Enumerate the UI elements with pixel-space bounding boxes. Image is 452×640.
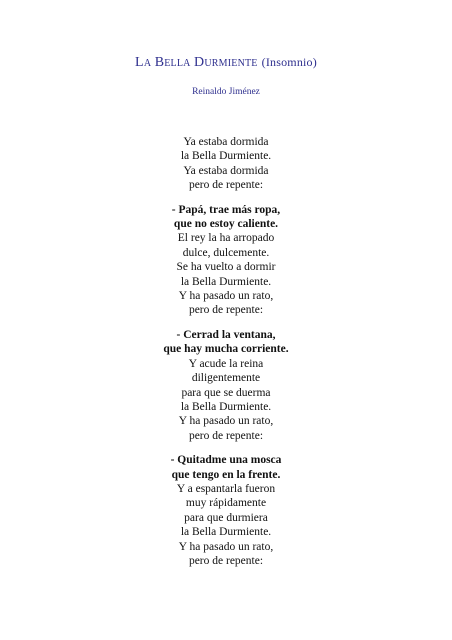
poem-line: Y ha pasado un rato,: [178, 415, 274, 428]
poem-author: Reinaldo Jiménez: [192, 87, 260, 97]
stanza-4: [0, 453, 452, 568]
poem-line: Y ha pasado un rato,: [178, 540, 274, 553]
poem-line: pero de repente:: [188, 429, 264, 442]
title-initial-2: B: [154, 55, 165, 70]
poem-line: la Bella Durmiente.: [180, 400, 272, 413]
poem-subtitle: (Insomnio): [261, 55, 317, 69]
poem-line: Ya estaba dormida: [183, 136, 269, 148]
poem-line-dialogue: que hay mucha corriente.: [163, 343, 289, 356]
poem-line: para que se duerma: [181, 386, 271, 399]
poem-line-dialogue: que no estoy caliente.: [173, 218, 279, 231]
stanza-2: [0, 203, 452, 318]
poem-line: Se ha vuelto a dormir: [176, 261, 276, 274]
poem-line-dialogue: - Papá, trae más ropa,: [171, 203, 281, 216]
title-rest-2: ELLA: [164, 58, 191, 69]
poem-line: pero de repente:: [188, 179, 264, 192]
title-initial-1: L: [135, 55, 144, 70]
poem-title: [0, 54, 452, 71]
poem-body: [0, 135, 452, 578]
poem-line: pero de repente:: [188, 554, 264, 567]
poem-line: diligentemente: [191, 372, 261, 385]
poem-line: Y a espantarla fueron: [176, 482, 276, 495]
stanza-3: [0, 328, 452, 443]
poem-line: pero de repente:: [188, 304, 264, 317]
poem-line: la Bella Durmiente.: [180, 526, 272, 539]
poem-line: Y ha pasado un rato,: [178, 290, 274, 303]
poem-line: Y acude la reina: [188, 357, 264, 370]
poem-line: dulce, dulcemente.: [182, 246, 270, 259]
poem-line-dialogue: - Cerrad la ventana,: [176, 328, 276, 341]
stanza-1: [0, 135, 452, 193]
title-initial-3: D: [194, 55, 205, 70]
poem-line-dialogue: - Quitadme una mosca: [170, 454, 282, 467]
poem-line: la Bella Durmiente.: [180, 275, 272, 288]
poem-line: Ya estaba dormida: [183, 164, 269, 177]
poem-line: para que durmiera: [184, 511, 268, 524]
poem-line: El rey la ha arropado: [177, 232, 275, 245]
poem-line: muy rápidamente: [185, 497, 267, 510]
title-rest-1: A: [143, 58, 152, 69]
poem-line-dialogue: que tengo en la frente.: [171, 468, 281, 481]
poem-line: la Bella Durmiente.: [180, 150, 272, 163]
title-rest-3: URMIENTE: [204, 58, 258, 69]
